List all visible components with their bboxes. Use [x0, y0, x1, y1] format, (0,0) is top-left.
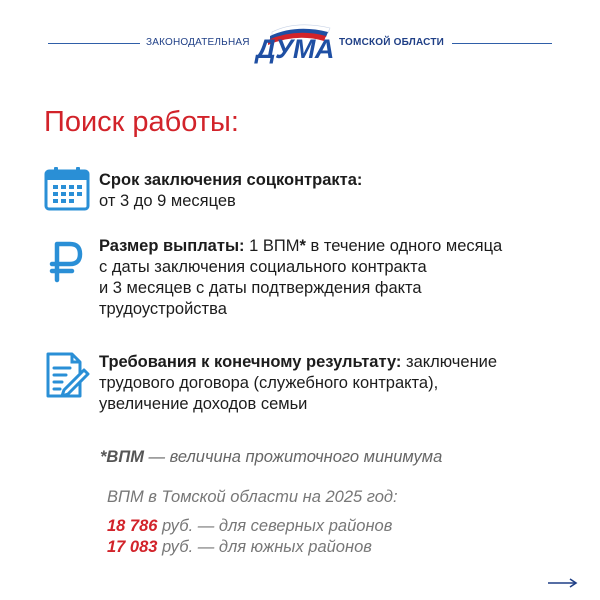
pm-row-south: [107, 538, 372, 557]
term-label: Срок заключения соцконтракта:: [99, 171, 363, 189]
payment-asterisk: *: [299, 237, 306, 255]
footnote-mark: *ВПМ: [100, 448, 144, 466]
ruble-icon: [44, 240, 90, 286]
next-arrow-icon[interactable]: [548, 578, 578, 588]
term-block: [99, 170, 362, 212]
footnote-text: — величина прожиточного минимума: [143, 448, 443, 466]
payment-line1-rest: в течение одного месяца: [305, 237, 503, 255]
pm-text-south: руб. — для южных районов: [157, 538, 372, 556]
requirements-block: [99, 352, 497, 415]
header-left-text: ЗАКОНОДАТЕЛЬНАЯ: [146, 37, 250, 48]
payment-line1: 1 ВПМ: [244, 237, 300, 255]
page-title: Поиск работы:: [44, 106, 239, 138]
pm-text-north: руб. — для северных районов: [157, 517, 393, 535]
document-edit-icon: [44, 352, 90, 398]
calendar-icon: [44, 166, 90, 212]
pm-value-north: 18 786: [107, 517, 158, 535]
requirements-line2: трудового договора (служебного контракта),: [99, 374, 439, 392]
payment-block: [99, 236, 502, 320]
pm-row-north: [107, 517, 392, 536]
pm-title: ВПМ в Томской области на 2025 год:: [107, 488, 398, 506]
duma-logo: [252, 22, 338, 62]
requirements-line1: заключение: [401, 353, 498, 371]
header: [0, 22, 600, 66]
pm-value-south: 17 083: [107, 538, 158, 556]
logo-text: ДУМА: [256, 34, 334, 64]
requirements-line3: увеличение доходов семьи: [99, 395, 308, 413]
requirements-label: Требования к конечному результату:: [99, 353, 402, 371]
header-divider-left: [48, 43, 140, 44]
term-value: от 3 до 9 месяцев: [99, 192, 236, 210]
payment-label: Размер выплаты:: [99, 237, 245, 255]
footnote: [100, 448, 442, 467]
payment-line3: и 3 месяцев с даты подтверждения факта: [99, 279, 422, 297]
header-right-text: ТОМСКОЙ ОБЛАСТИ: [339, 37, 445, 48]
payment-line4: трудоустройства: [99, 300, 227, 318]
header-divider-right: [452, 43, 552, 44]
payment-line2: с даты заключения социального контракта: [99, 258, 427, 276]
